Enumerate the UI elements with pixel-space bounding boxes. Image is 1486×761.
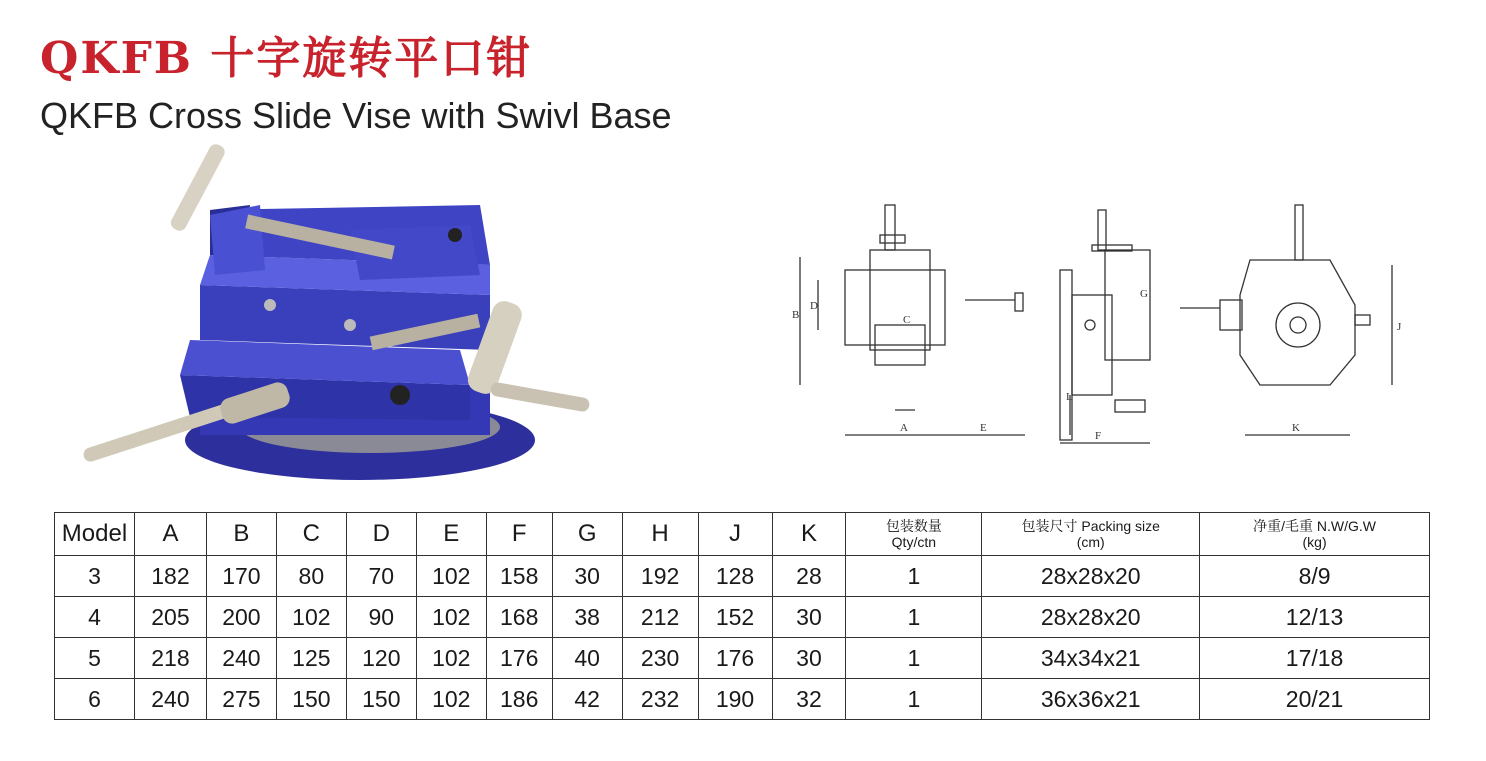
cell-c: 150	[276, 679, 346, 720]
cell-e: 102	[416, 556, 486, 597]
header-packing-unit: (cm)	[1076, 534, 1105, 550]
cell-model: 5	[55, 638, 135, 679]
cell-c: 125	[276, 638, 346, 679]
dim-label-b: B	[792, 309, 800, 321]
header-h: H	[622, 513, 698, 556]
cell-qty: 1	[846, 556, 982, 597]
cell-d: 150	[346, 679, 416, 720]
cell-h: 192	[622, 556, 698, 597]
cell-d: 120	[346, 638, 416, 679]
cell-g: 40	[552, 638, 622, 679]
cell-g: 42	[552, 679, 622, 720]
dim-label-j: J	[1397, 321, 1402, 333]
header-e: E	[416, 513, 486, 556]
header-f: F	[486, 513, 552, 556]
header-weight	[1200, 513, 1430, 556]
technical-drawings	[770, 185, 1410, 455]
cell-packing: 28x28x20	[982, 556, 1200, 597]
cell-qty: 1	[846, 679, 982, 720]
cell-j: 128	[698, 556, 772, 597]
dim-label-f: F	[1095, 430, 1102, 442]
cell-e: 102	[416, 597, 486, 638]
cell-j: 152	[698, 597, 772, 638]
cell-qty: 1	[846, 638, 982, 679]
header-qty	[846, 513, 982, 556]
cell-k: 30	[772, 638, 846, 679]
cell-weight: 20/21	[1200, 679, 1430, 720]
cell-f: 168	[486, 597, 552, 638]
table-row	[55, 597, 1430, 638]
cell-b: 170	[206, 556, 276, 597]
cell-packing: 28x28x20	[982, 597, 1200, 638]
header-qty-en: Qty/ctn	[891, 534, 937, 550]
header-g: G	[552, 513, 622, 556]
header-qty-cn: 包装数量	[885, 518, 942, 534]
cell-weight: 12/13	[1200, 597, 1430, 638]
cell-d: 70	[346, 556, 416, 597]
spec-table	[54, 512, 1430, 720]
cell-a: 205	[134, 597, 206, 638]
dim-label-e: E	[980, 422, 987, 434]
header-weight-unit: (kg)	[1302, 534, 1327, 550]
top-view-drawing	[1180, 205, 1392, 435]
dim-label-d: D	[810, 300, 818, 312]
cell-a: 182	[134, 556, 206, 597]
header-k: K	[772, 513, 846, 556]
cell-j: 176	[698, 638, 772, 679]
cell-packing: 34x34x21	[982, 638, 1200, 679]
cell-b: 275	[206, 679, 276, 720]
cell-c: 80	[276, 556, 346, 597]
header-weight-label: 净重/毛重 N.W/G.W	[1253, 518, 1376, 534]
cell-h: 212	[622, 597, 698, 638]
cell-h: 230	[622, 638, 698, 679]
cell-g: 30	[552, 556, 622, 597]
header-c: C	[276, 513, 346, 556]
dim-label-g: G	[1140, 288, 1148, 300]
side-view-drawing	[1060, 210, 1150, 443]
product-title-en: QKFB Cross Slide Vise with Swivl Base	[40, 95, 672, 136]
cell-weight: 8/9	[1200, 556, 1430, 597]
cell-b: 240	[206, 638, 276, 679]
cell-packing: 36x36x21	[982, 679, 1200, 720]
dim-label-c: C	[903, 314, 911, 326]
cell-f: 186	[486, 679, 552, 720]
product-title-cn: QKFB 十字旋转平口钳	[40, 33, 533, 84]
cell-j: 190	[698, 679, 772, 720]
dim-label-a: A	[900, 422, 908, 434]
header-packing-label: 包装尺寸 Packing size	[1021, 518, 1160, 534]
header-packing	[982, 513, 1200, 556]
cell-k: 30	[772, 597, 846, 638]
cell-f: 176	[486, 638, 552, 679]
vise-product-photo	[70, 135, 590, 500]
cell-a: 240	[134, 679, 206, 720]
header-d: D	[346, 513, 416, 556]
front-view-drawing	[800, 205, 1025, 435]
cell-f: 158	[486, 556, 552, 597]
table-row	[55, 556, 1430, 597]
cell-e: 102	[416, 638, 486, 679]
cell-a: 218	[134, 638, 206, 679]
header-model: Model	[55, 513, 135, 556]
cell-e: 102	[416, 679, 486, 720]
cell-k: 32	[772, 679, 846, 720]
cell-g: 38	[552, 597, 622, 638]
cell-model: 4	[55, 597, 135, 638]
cell-model: 3	[55, 556, 135, 597]
table-row	[55, 679, 1430, 720]
header-b: B	[206, 513, 276, 556]
table-row	[55, 638, 1430, 679]
table-header-row	[55, 513, 1430, 556]
cell-h: 232	[622, 679, 698, 720]
cell-model: 6	[55, 679, 135, 720]
cell-d: 90	[346, 597, 416, 638]
cell-weight: 17/18	[1200, 638, 1430, 679]
dim-label-k: K	[1292, 422, 1300, 434]
cell-k: 28	[772, 556, 846, 597]
cell-c: 102	[276, 597, 346, 638]
header-j: J	[698, 513, 772, 556]
header-a: A	[134, 513, 206, 556]
cell-qty: 1	[846, 597, 982, 638]
dim-label-l: L	[1066, 391, 1073, 403]
cell-b: 200	[206, 597, 276, 638]
